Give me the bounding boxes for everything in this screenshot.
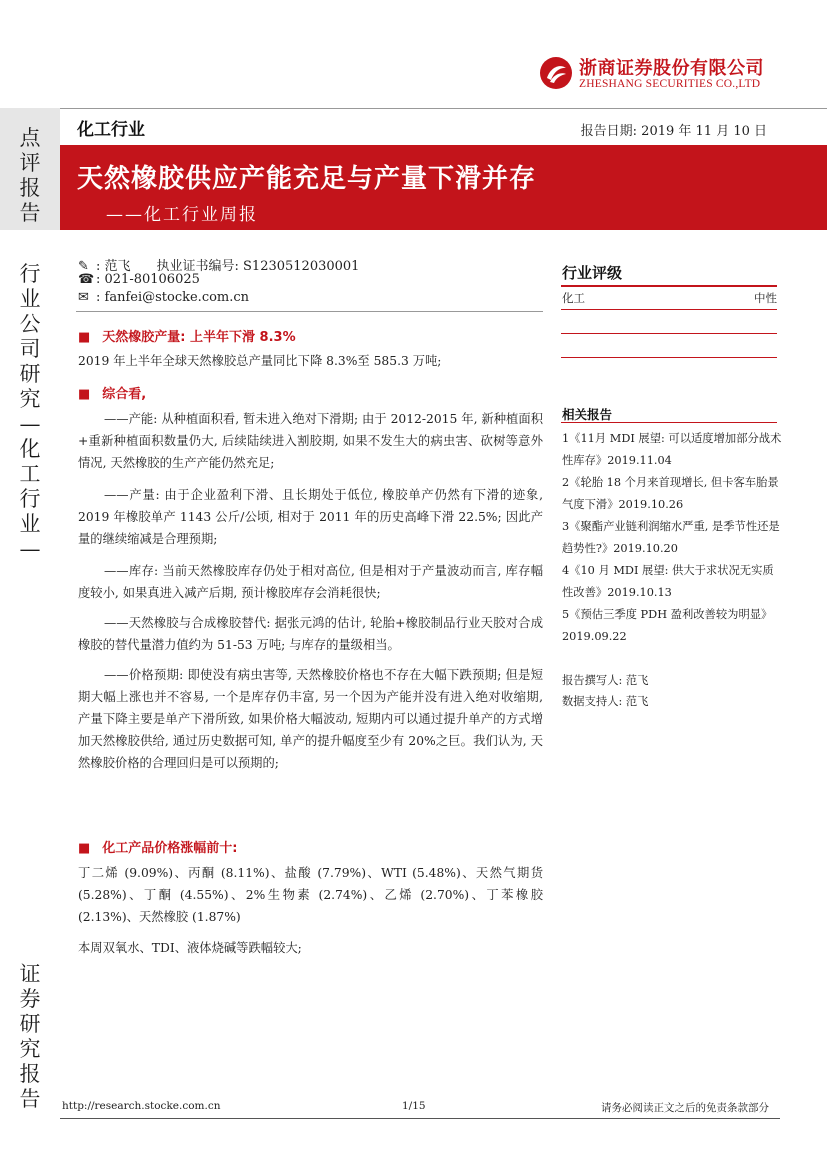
page-title: 天然橡胶供应产能充足与产量下滑并存 <box>77 164 537 194</box>
pen-icon: ✎ <box>78 259 89 274</box>
paragraph-production: 2019 年上半年全球天然橡胶总产量同比下降 8.3%至 585.3 万吨; <box>78 354 442 368</box>
analyst-name: : 范飞 <box>96 259 131 274</box>
section-heading-production: ■ 天然橡胶产量: 上半年下滑 8.3% <box>78 330 296 345</box>
paragraph-price-outlook: ——价格预期: 即使没有病虫害等, 天然橡胶价格也不存在大幅下跌预期; 但是短期大幅上涨也并不容易, 一个是库存仍丰富, 另一个因为产能并没有进入绝对收缩期, 产量下降主要是单产下滑所致, 如果价格大幅波动, 短期内可以通过提升单产的方式增加天然橡胶供给, 通过历史数据可知, 单产的提升幅度至少有 20%之巨。我们认为, 天然橡胶价格的合理回归是可以预期的; <box>78 668 543 770</box>
related-divider <box>561 422 777 423</box>
footer-url[interactable]: http://research.stocke.com.cn <box>62 1100 221 1112</box>
sidebar-label-category: 行业公司研究—化工行业— <box>19 262 41 561</box>
phone-line <box>78 272 200 287</box>
paragraph-top-gainers: 丁二烯 (9.09%)、丙酮 (8.11%)、盐酸 (7.79%)、WTI (5.48%)、天然气期货 (5.28%)、丁酮 (4.55%)、2%生物素 (2.74%)、乙烯 (2.70%)、丁苯橡胶 (2.13%)、天然橡胶 (1.87%) <box>78 866 543 924</box>
paragraph-capacity: ——产能: 从种植面积看, 暂未进入绝对下滑期; 由于 2012-2015 年, 新种植面积+重新种植面积数量仍大, 后续陆续进入割胶期, 如果不发生大的病虫害、砍树等意外情况, 天然橡胶的生产产能仍然充足; <box>78 412 543 470</box>
paragraph-decliners: 本周双氧水、TDI、液体烧碱等跌幅较大; <box>78 941 302 955</box>
phone-number: : 021-80106025 <box>96 272 200 287</box>
logo-name-cn: 浙商证券股份有限公司 <box>579 58 764 79</box>
logo-mark-icon <box>539 56 573 90</box>
rating-rule <box>561 333 777 334</box>
related-report-item[interactable]: 5《预估三季度 PDH 盈利改善较为明显》2019.09.22 <box>562 608 773 643</box>
sidebar-label-report-type: 点评报告 <box>19 126 41 225</box>
analyst-cert: 执业证书编号: S1230512030001 <box>156 259 360 274</box>
footer-divider <box>60 1118 780 1119</box>
sidebar-label-securities-report: 证券研究报告 <box>19 962 41 1111</box>
logo-name-en: ZHESHANG SECURITIES CO.,LTD <box>579 78 761 90</box>
related-report-item[interactable]: 1《11月 MDI 展望: 可以适度增加部分战术性库存》2019.11.04 <box>562 432 782 467</box>
paragraph-substitution: ——天然橡胶与合成橡胶替代: 据张元鸿的估计, 轮胎+橡胶制品行业天胶对合成橡胶的替代量潜力值约为 51-53 万吨; 与库存的量级相当。 <box>78 616 543 652</box>
data-supporter: 数据支持人: 范飞 <box>562 695 649 708</box>
bullet-square-icon: ■ <box>78 330 91 345</box>
related-reports-heading: 相关报告 <box>562 407 613 422</box>
industry-label: 化工行业 <box>77 120 145 140</box>
mail-icon: ✉ <box>78 290 89 305</box>
rating-industry: 化工 <box>562 291 585 305</box>
paragraph-output: ——产量: 由于企业盈利下滑、且长期处于低位, 橡胶单产仍然有下滑的迹象, 2019 年橡胶单产 1143 公斤/公顷, 相对于 2011 年的历史高峰下滑 22.5%; 因此产量的继续缩减是合理预期; <box>78 488 543 546</box>
rating-divider <box>561 285 777 287</box>
related-report-item[interactable]: 4《10 月 MDI 展望: 供大于求状况无实质性改善》2019.10.13 <box>562 564 774 599</box>
rating-row <box>562 290 777 306</box>
report-date: 报告日期: 2019 年 11 月 10 日 <box>580 124 767 139</box>
email-address[interactable]: : fanfei@stocke.com.cn <box>96 290 250 305</box>
rating-rule <box>561 357 777 358</box>
related-report-item[interactable]: 3《聚酯产业链利润缩水严重, 是季节性还是趋势性?》2019.10.20 <box>562 520 780 555</box>
contact-divider <box>76 311 543 312</box>
page-subtitle: ——化工行业周报 <box>106 205 258 225</box>
company-logo <box>539 52 779 98</box>
section-heading-top-gainers: ■ 化工产品价格涨幅前十: <box>78 841 238 856</box>
page-number: 1/15 <box>402 1100 426 1112</box>
bullet-square-icon: ■ <box>78 387 91 402</box>
email-line <box>78 290 249 305</box>
report-writer: 报告撰写人: 范飞 <box>562 674 649 687</box>
paragraph-inventory: ——库存: 当前天然橡胶库存仍处于相对高位, 但是相对于产量波动而言, 库存幅度较小, 如果真进入减产后期, 预计橡胶库存会消耗很快; <box>78 564 543 600</box>
phone-icon: ☎ <box>78 272 95 287</box>
rating-value: 中性 <box>754 291 777 305</box>
header-divider <box>60 108 827 109</box>
related-report-item[interactable]: 2《轮胎 18 个月来首现增长, 但卡客车胎景气度下滑》2019.10.26 <box>562 476 779 511</box>
section-heading-summary: ■ 综合看, <box>78 387 147 402</box>
rating-heading: 行业评级 <box>562 264 623 282</box>
footer-disclaimer: 请务必阅读正文之后的免责条款部分 <box>601 1102 769 1114</box>
bullet-square-icon: ■ <box>78 841 91 856</box>
rating-rule <box>561 309 777 310</box>
